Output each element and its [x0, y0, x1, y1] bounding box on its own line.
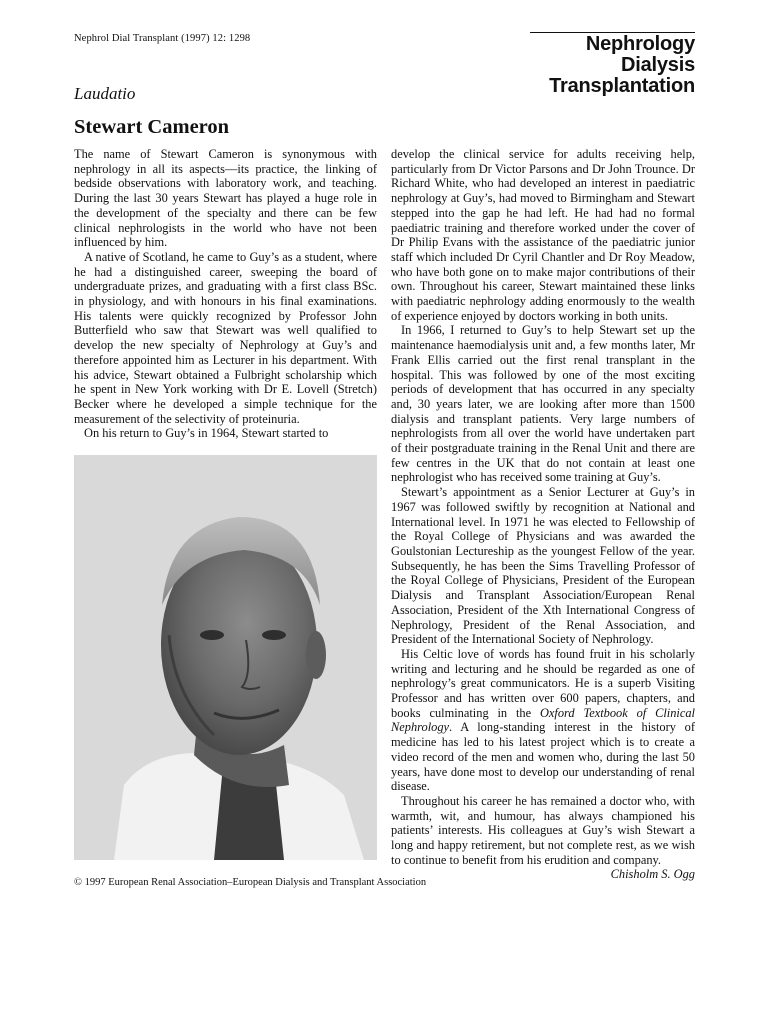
- paragraph-4-text-after: . A long-standing interest in the history of medicine has led to his latest project which is to create a video record of the men and women who, during the last 50 years, have done most to develop our understanding of renal disease.: [391, 720, 695, 794]
- author-signature: Chisholm S. Ogg: [610, 867, 695, 882]
- right-paragraph-4: [391, 647, 695, 794]
- right-column: [391, 147, 695, 882]
- citation: Nephrol Dial Transplant (1997) 12: 1298: [74, 33, 251, 44]
- left-paragraph-3: On his return to Guy’s in 1964, Stewart started to: [84, 426, 329, 441]
- journal-title: [549, 34, 695, 97]
- book-title: Oxford Textbook of Clinical Nephrology: [391, 705, 695, 735]
- section-label: Laudatio: [74, 84, 136, 103]
- left-column: [74, 147, 377, 441]
- article-title: Stewart Cameron: [74, 116, 230, 138]
- right-paragraph-1: develop the clinical service for adults receiving help, particularly from Dr Victor Parsons and Dr John Trounce. Dr Richard White, who had developed an interest in paediatric nephrology at Guy’s, had moved to Birmingham and Stewart stepped into the gap he had left. He had had no formal paediatric training and therefore worked under the cover of Dr Philip Evans with the assistance of the paediatric junior staff which included Dr Cyril Chantler and Dr Roy Meadow, who have both gone on to make major contributions of their own. Throughout his career, Stewart maintained these links with paediatric nephrology adding enormously to the wealth of experience enjoyed by doctors working in both units.: [391, 147, 695, 323]
- left-paragraph-1: The name of Stewart Cameron is synonymous with nephrology in all its aspects—its practice, the linking of bedside observations with laboratory work, and teaching. During the last 30 years Stewart has played a huge role in the development of the specialty and there can be few clinical nephrologists in the world who have not been influenced by him.: [74, 147, 377, 250]
- journal-title-line-3: Transplantation: [549, 75, 695, 97]
- journal-title-line-1: Nephrology: [585, 33, 695, 55]
- left-paragraph-2: A native of Scotland, he came to Guy’s as a student, where he had a distinguished career, sweeping the board of undergraduate prizes, and graduating with a first class BSc. in physiology, and with honours in his final examinations. His talents were quickly recognized by Professor John Butterfield who saw that Stewart was well qualified to develop the new specialty of Nephrology at Guy’s and therefore appointed him as Lecturer in his department. With his advice, Stewart obtained a Fulbright scholarship which he spent in New York working with Dr E. Lovell (Stretch) Becker where he developed a simple technique for the measurement of the selectivity of proteinuria.: [74, 249, 377, 426]
- portrait-illustration: [74, 455, 377, 860]
- journal-title-line-2: Dialysis: [620, 54, 695, 76]
- copyright-notice: © 1997 European Renal Association–European Dialysis and Transplant Association: [74, 877, 427, 888]
- right-paragraph-5: Throughout his career he has remained a doctor who, with warmth, wit, and humour, has always championed his patients’ interests. His colleagues at Guy’s wish Stewart a long and happy retirement, but not complete rest, as we wish to continue to benefit from his erudition and company.: [391, 793, 695, 867]
- right-paragraph-3: Stewart’s appointment as a Senior Lecturer at Guy’s in 1967 was followed swiftly by recognition at National and International level. In 1971 he was elected to Fellowship of the Royal College of Physicians and was awarded the Goulstonian Lectureship as the youngest Fellow of the year. Subsequently, he has been the Sims Travelling Professor of the Royal College of Physicians, President of the European Dialysis and Transplant Association/European Renal Association, President of the Xth International Congress of Nephrology, President of the Renal Association, and President of the International Society of Nephrology.: [391, 485, 695, 647]
- portrait-photo: [74, 455, 377, 860]
- paragraph-4-text-before: His Celtic love of words has found fruit in his scholarly writing and lecturing and he should be regarded as one of nephrology’s great communicators. He is a superb Visiting Professor and has written over 600 papers, chapters, and books culminating in the: [391, 646, 695, 720]
- right-paragraph-2: In 1966, I returned to Guy’s to help Stewart set up the maintenance haemodialysis unit and, a few months later, Mr Frank Ellis carried out the first renal transplant in the hospital. This was followed by one of the most exciting periods of development that has occurred in any specialty and, 30 years later, we are looking after more than 1500 dialysis and transplant patients. Very large numbers of nephrologists from all over the world have undertaken part of their postgraduate training in the Renal Unit and there are few centres in the UK that do not contain at least one nephrologist who has received some training at Guy’s.: [391, 323, 695, 485]
